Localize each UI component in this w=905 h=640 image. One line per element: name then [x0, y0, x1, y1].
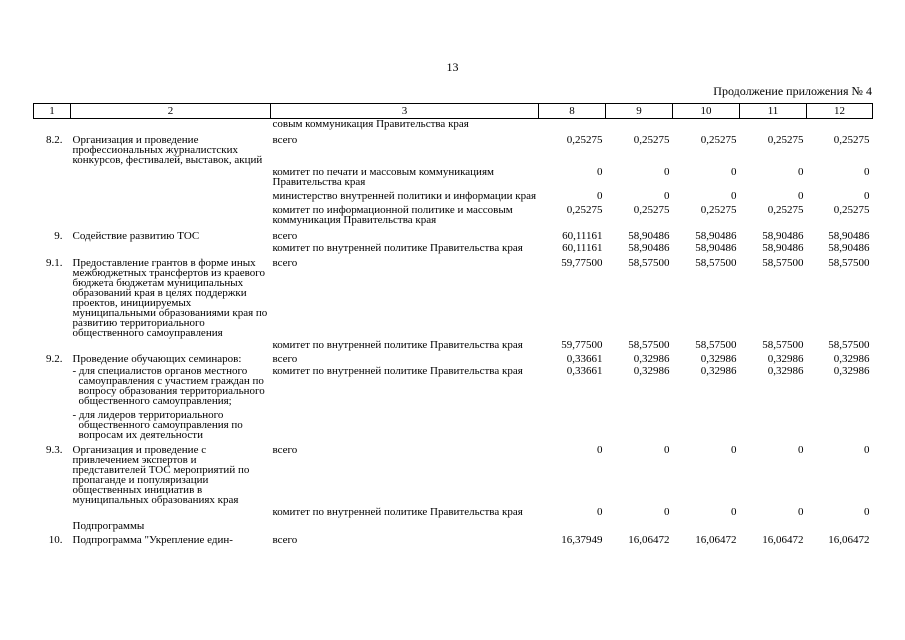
- table-row: [34, 531, 873, 545]
- row-value: 59,77500: [561, 339, 603, 351]
- table-row: [34, 225, 873, 241]
- row-index: [34, 241, 71, 253]
- row-executor: комитет по информационной политике и массовым коммуникация Правительства края: [272, 204, 513, 226]
- row-index: [34, 406, 71, 440]
- row-value: 0,32986: [633, 353, 670, 365]
- row-value: 0,32986: [833, 353, 870, 365]
- row-executor: министерство внутренней политики и информации края: [272, 190, 537, 202]
- row-value: 58,90486: [695, 230, 737, 242]
- row-executor: всего: [272, 444, 298, 456]
- row-executor: всего: [272, 134, 298, 146]
- row-value: 0: [597, 444, 603, 456]
- row-value: [673, 119, 740, 130]
- row-value: [740, 517, 807, 531]
- row-value: 0,32986: [767, 353, 804, 365]
- row-executor: комитет по печати и массовым коммуникациям Правительства края: [272, 166, 494, 188]
- row-value: 0: [597, 190, 603, 202]
- col-header-3: 3: [271, 104, 539, 119]
- row-value: [740, 406, 807, 440]
- row-value: [740, 119, 807, 130]
- row-value: 59,77500: [561, 257, 603, 269]
- row-value: 0: [864, 506, 870, 518]
- row-value: [606, 119, 673, 130]
- row-value: 0: [798, 444, 804, 456]
- row-index: [34, 364, 71, 406]
- row-value: 0: [597, 506, 603, 518]
- row-name: Подпрограммы: [72, 520, 145, 532]
- row-value: 0: [731, 506, 737, 518]
- row-executor: [271, 517, 539, 531]
- table-row: [34, 406, 873, 440]
- row-executor: совым коммуникация Правительства края: [272, 118, 469, 130]
- row-name: [71, 338, 271, 350]
- row-executor: [271, 406, 539, 440]
- row-value: [606, 406, 673, 440]
- row-value: [606, 517, 673, 531]
- row-value: 0: [664, 190, 670, 202]
- row-index: 8.2.: [46, 134, 63, 146]
- table-row: [34, 517, 873, 531]
- row-executor: всего: [272, 353, 298, 365]
- row-executor: комитет по внутренней политике Правительства края: [272, 242, 523, 254]
- col-header-9: 9: [606, 104, 673, 119]
- row-value: [673, 406, 740, 440]
- row-value: 0,32986: [700, 365, 737, 377]
- row-value: 0: [864, 190, 870, 202]
- row-name: Организация и проведение профессиональных журналистских конкурсов, фестивалей, выставок, акций: [72, 134, 263, 166]
- row-value: 16,06472: [628, 534, 670, 546]
- row-value: 0,33661: [566, 353, 603, 365]
- row-value: 58,90486: [828, 230, 870, 242]
- row-value: 0: [731, 444, 737, 456]
- row-value: 58,57500: [695, 257, 737, 269]
- table-row: [34, 201, 873, 225]
- row-value: 58,90486: [628, 242, 670, 254]
- row-value: 58,57500: [695, 339, 737, 351]
- table-row: [34, 338, 873, 350]
- col-header-2: 2: [71, 104, 271, 119]
- row-name: Подпрограмма "Укрепление един-: [72, 534, 233, 546]
- row-value: 0: [798, 166, 804, 178]
- row-value: 0: [664, 506, 670, 518]
- table-row: [34, 350, 873, 364]
- row-name: - для специалистов органов местного самоуправления с участием граждан по вопросу образования территориального общественного самоуправления;: [72, 365, 265, 407]
- row-value: 0: [798, 506, 804, 518]
- row-name: Предоставление грантов в форме иных межбюджетных трансфертов из краевого бюджета бюджетам муниципальных образований края в целях поддержки проектов, инициируемых муниципальными образованиями края по развитию территориального общественного самоуправления: [72, 257, 268, 339]
- row-value: 58,57500: [628, 339, 670, 351]
- row-executor: всего: [272, 230, 298, 242]
- row-value: 16,06472: [695, 534, 737, 546]
- row-value: 0,32986: [767, 365, 804, 377]
- row-executor: всего: [272, 257, 298, 269]
- row-name: Организация и проведение с привлечением экспертов и представителей ТОС мероприятий по пропаганде и популяризации общественных инициатив в муниципальных образованиях края: [72, 444, 250, 506]
- row-value: 58,90486: [695, 242, 737, 254]
- row-value: 58,57500: [628, 257, 670, 269]
- table-row: [34, 253, 873, 338]
- col-header-1: 1: [34, 104, 71, 119]
- col-header-8: 8: [539, 104, 606, 119]
- row-value: [539, 406, 606, 440]
- row-index: [34, 119, 71, 130]
- row-value: 0,33661: [566, 365, 603, 377]
- row-value: 58,57500: [828, 339, 870, 351]
- appendix-table: [33, 103, 873, 545]
- row-value: [807, 406, 873, 440]
- row-value: 58,57500: [828, 257, 870, 269]
- row-index: [34, 338, 71, 350]
- row-index: [34, 505, 71, 517]
- table-row: [34, 364, 873, 406]
- row-executor: всего: [272, 534, 298, 546]
- row-value: 16,37949: [561, 534, 603, 546]
- row-value: 0: [664, 444, 670, 456]
- col-header-10: 10: [673, 104, 740, 119]
- row-index: [34, 201, 71, 225]
- row-index: 9.1.: [46, 257, 63, 269]
- row-value: [673, 517, 740, 531]
- row-value: 0,25275: [833, 204, 870, 216]
- row-index: [34, 187, 71, 201]
- row-name: Проведение обучающих семинаров:: [72, 353, 242, 365]
- row-value: 60,11161: [562, 230, 603, 242]
- row-value: 0,32986: [633, 365, 670, 377]
- page-number: 13: [446, 60, 459, 74]
- table-row: [34, 129, 873, 165]
- row-index: [34, 517, 71, 531]
- col-header-11: 11: [740, 104, 807, 119]
- row-value: 58,90486: [828, 242, 870, 254]
- row-value: 58,57500: [762, 257, 804, 269]
- row-value: 0,25275: [767, 204, 804, 216]
- row-executor: комитет по внутренней политике Правительства края: [272, 506, 523, 518]
- table-row: [34, 165, 873, 187]
- row-name: [71, 241, 271, 253]
- row-value: [807, 119, 873, 130]
- row-value: 0,32986: [833, 365, 870, 377]
- table-row: [34, 440, 873, 505]
- row-value: 0,25275: [633, 204, 670, 216]
- row-index: 9.3.: [46, 444, 63, 456]
- row-value: 0,25275: [633, 134, 670, 146]
- row-name: [71, 119, 271, 130]
- row-name: [71, 165, 271, 187]
- row-index: [34, 165, 71, 187]
- continuation-label: Продолжение приложения № 4: [713, 84, 872, 98]
- table-row: [34, 241, 873, 253]
- table-row: [34, 119, 873, 130]
- row-executor: комитет по внутренней политике Правительства края: [272, 339, 523, 351]
- row-value: 0: [664, 166, 670, 178]
- col-header-12: 12: [807, 104, 873, 119]
- row-executor: комитет по внутренней политике Правительства края: [272, 365, 523, 377]
- row-value: 0: [597, 166, 603, 178]
- row-value: [539, 517, 606, 531]
- row-value: 16,06472: [762, 534, 804, 546]
- row-value: 58,90486: [762, 242, 804, 254]
- row-value: 58,90486: [762, 230, 804, 242]
- row-value: [539, 119, 606, 130]
- row-value: [807, 517, 873, 531]
- header-row: [34, 104, 873, 119]
- row-name: [71, 187, 271, 201]
- table-row: [34, 187, 873, 201]
- row-value: 0,25275: [700, 134, 737, 146]
- row-value: 16,06472: [828, 534, 870, 546]
- row-name: - для лидеров территориального общественного самоуправления по вопросам их деятельности: [72, 409, 243, 441]
- row-name: [71, 505, 271, 517]
- table-row: [34, 505, 873, 517]
- row-value: 0: [864, 444, 870, 456]
- row-name: [71, 201, 271, 225]
- row-value: 0,25275: [566, 134, 603, 146]
- row-value: 58,57500: [762, 339, 804, 351]
- row-index: 9.: [54, 230, 63, 242]
- row-value: 0,25275: [700, 204, 737, 216]
- row-value: 58,90486: [628, 230, 670, 242]
- row-value: 0,25275: [833, 134, 870, 146]
- row-value: 0: [864, 166, 870, 178]
- row-value: 0: [731, 166, 737, 178]
- row-value: 0: [731, 190, 737, 202]
- row-value: 0: [798, 190, 804, 202]
- row-index: 9.2.: [46, 353, 63, 365]
- row-value: 0,25275: [566, 204, 603, 216]
- row-value: 0,32986: [700, 353, 737, 365]
- row-index: 10.: [48, 534, 63, 546]
- row-value: 0,25275: [767, 134, 804, 146]
- row-name: Содействие развитию ТОС: [72, 230, 200, 242]
- row-value: 60,11161: [562, 242, 603, 254]
